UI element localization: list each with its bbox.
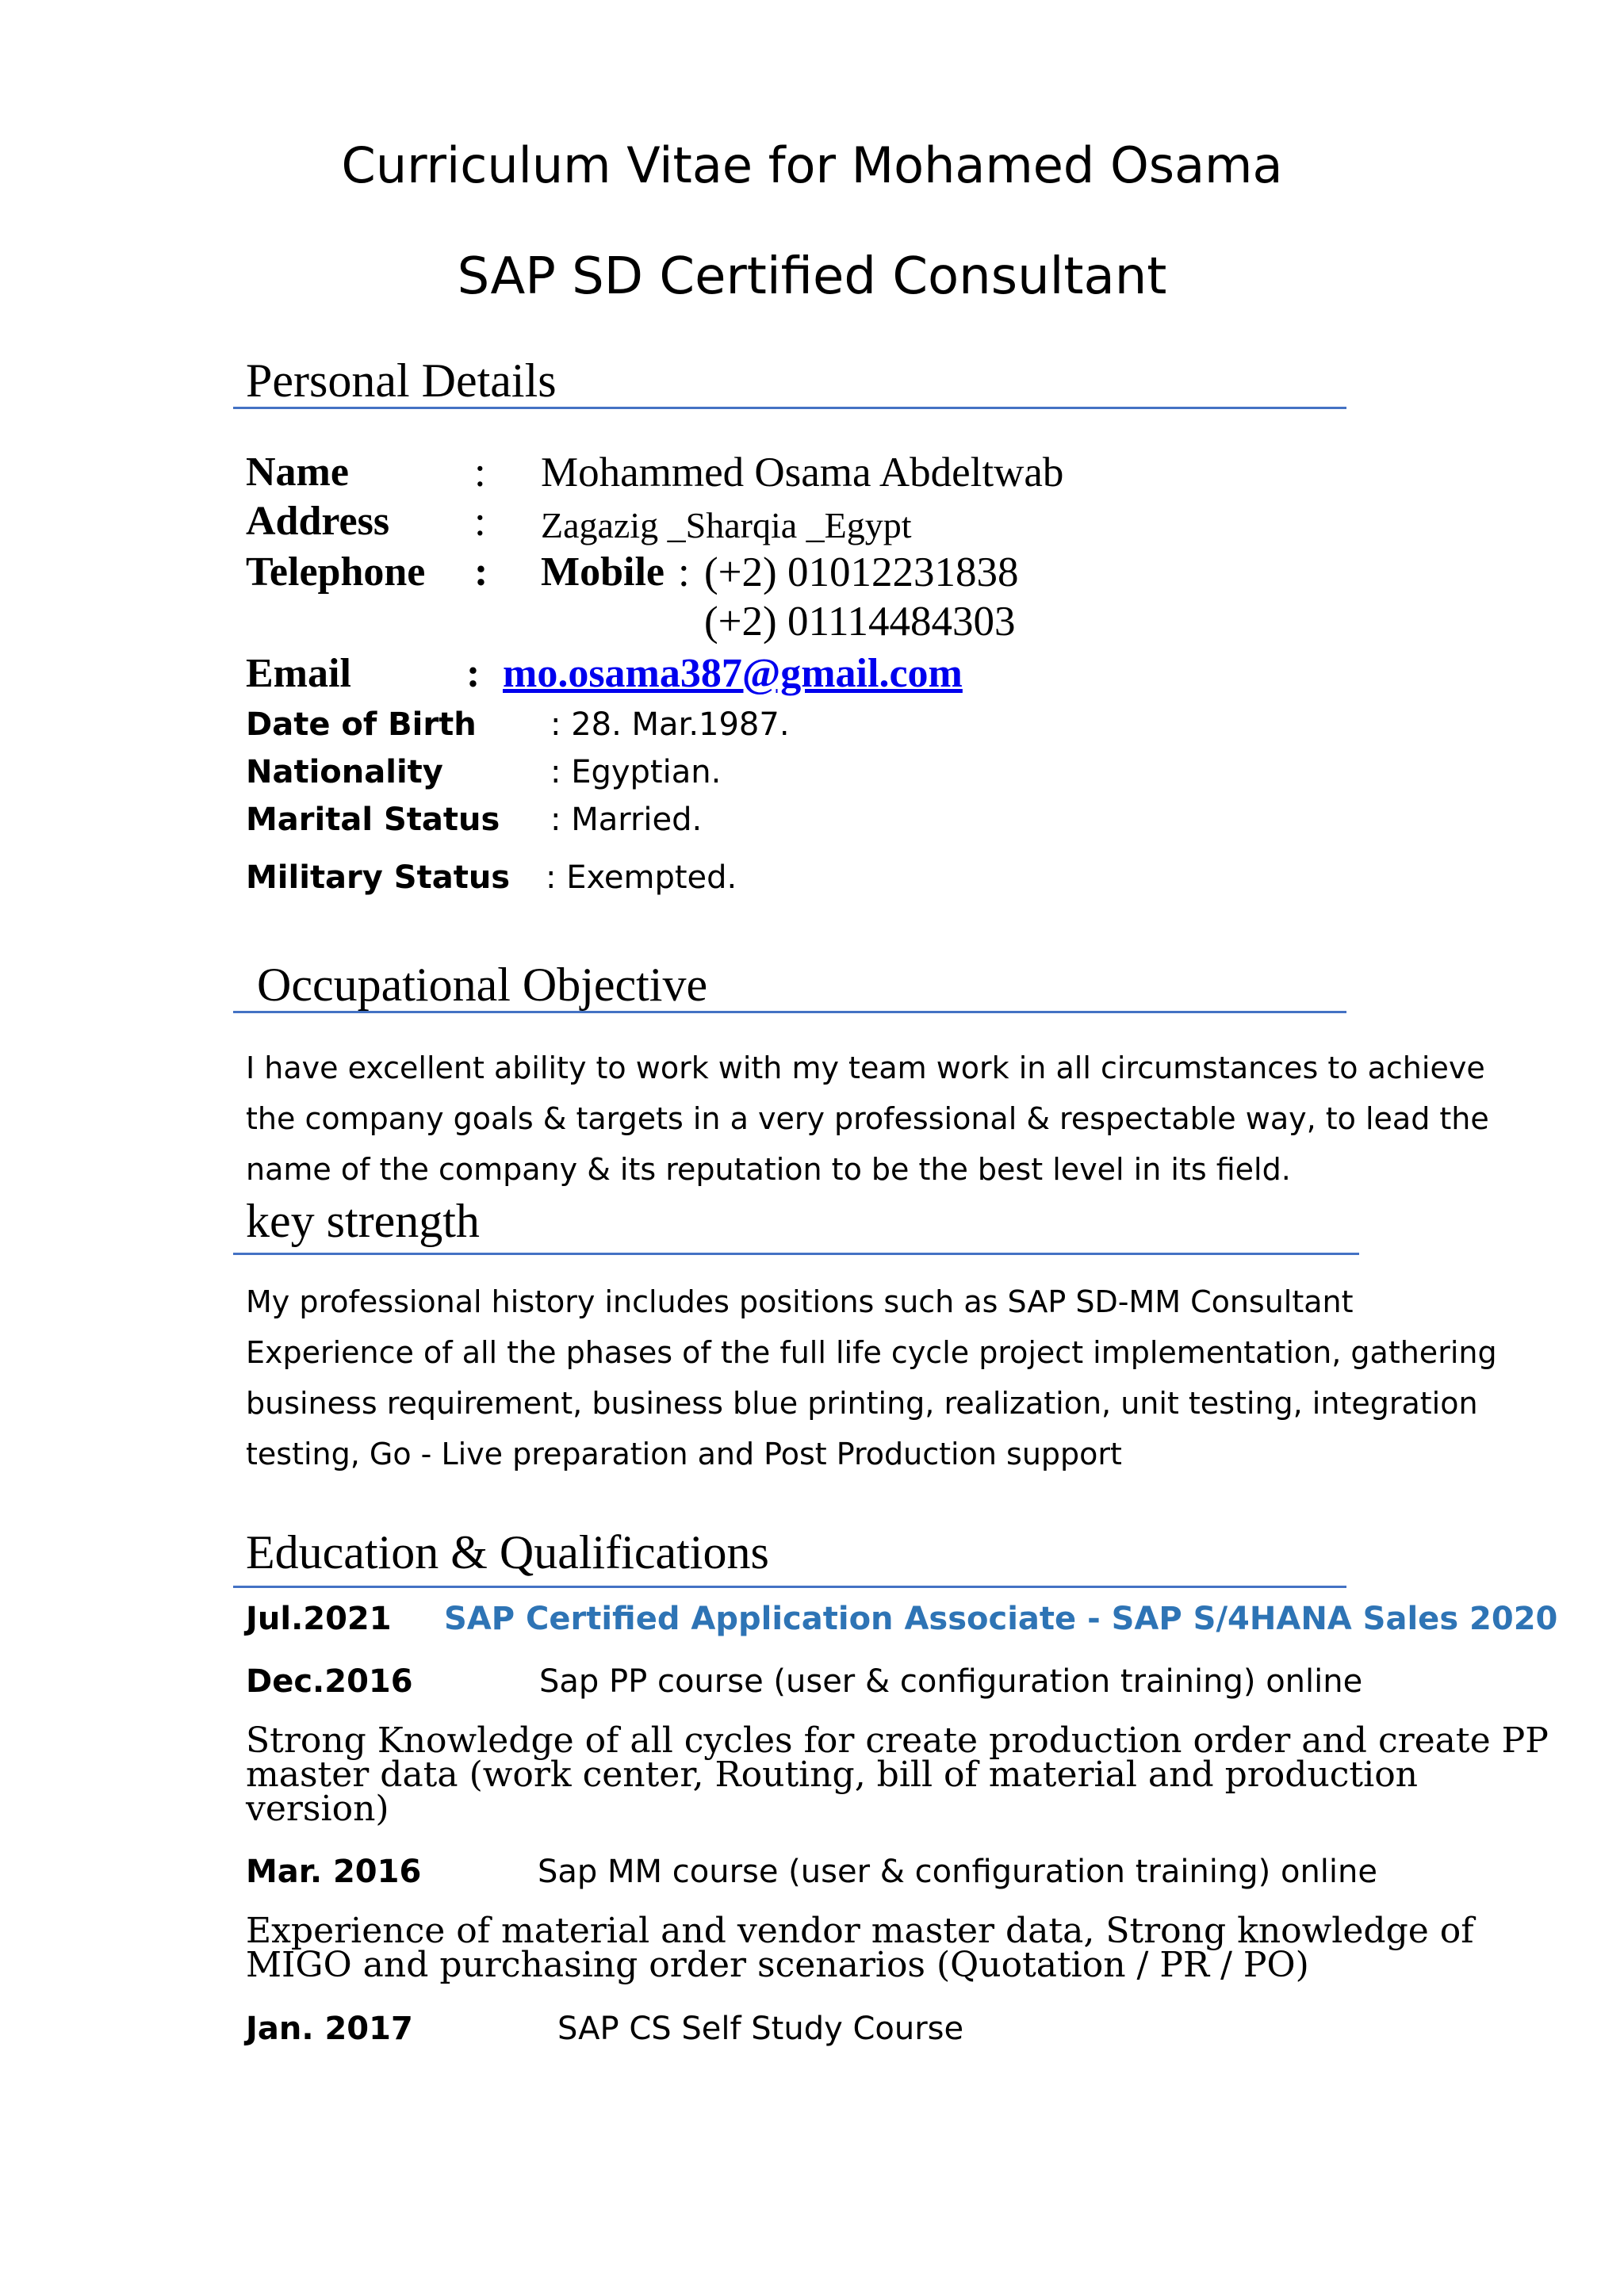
edu-course: Sap MM course (user & configuration training) online (538, 1854, 1377, 1890)
edu-course: SAP CS Self Study Course (557, 2011, 964, 2047)
pp-note-line: version) (246, 1789, 389, 1829)
strength-line: business requirement, business blue printing, realization, unit testing, integration (246, 1386, 1478, 1421)
email-label: Email (246, 651, 351, 696)
strength-heading: key strength (246, 1195, 480, 1247)
strength-text (246, 1276, 1497, 1479)
section-divider (233, 1253, 1359, 1255)
phone-2: (+2) 01114484303 (704, 599, 1016, 645)
phone-1: (+2) 01012231838 (704, 549, 1019, 595)
section-divider (233, 1586, 1346, 1588)
marital-label: Marital Status (246, 802, 500, 838)
objective-line: I have excellent ability to work with my team work in all circumstances to achieve (246, 1050, 1485, 1085)
military-value: : Exempted. (546, 859, 737, 896)
mobile-label: Mobile (541, 549, 665, 595)
section-divider (233, 407, 1346, 409)
military-label: Military Status (246, 859, 511, 896)
strength-line: My professional history includes positions such as SAP SD-MM Consultant (246, 1284, 1354, 1319)
dob-value: : 28. Mar.1987. (550, 706, 790, 743)
objective-line: name of the company & its reputation to be the best level in its field. (246, 1152, 1291, 1187)
mm-note (246, 1911, 1474, 1985)
objective-line: the company goals & targets in a very professional & respectable way, to lead the (246, 1101, 1489, 1136)
edu-date: Jan. 2017 (246, 2011, 413, 2047)
edu-date: Mar. 2016 (246, 1854, 422, 1890)
mobile-colon: : (678, 549, 690, 595)
name-value: Mohammed Osama Abdeltwab (541, 450, 1064, 496)
name-colon: : (474, 450, 486, 496)
telephone-label: Telephone (246, 549, 426, 595)
page-title: Curriculum Vitae for Mohamed Osama (341, 136, 1283, 194)
telephone-colon: : (474, 549, 488, 595)
edu-date: Dec.2016 (246, 1663, 413, 1700)
mm-note-line: MIGO and purchasing order scenarios (Quotation / PR / PO) (246, 1945, 1309, 1985)
pp-note-line: Strong Knowledge of all cycles for create production order and create PP (246, 1720, 1549, 1761)
name-label: Name (246, 450, 349, 495)
edu-certification: SAP Certified Application Associate - SAP S/4HANA Sales 2020 (444, 1601, 1558, 1637)
address-label: Address (246, 499, 390, 544)
edu-course: Sap PP course (user & configuration training) online (539, 1663, 1363, 1700)
dob-label: Date of Birth (246, 706, 477, 743)
pp-note (246, 1720, 1549, 1829)
strength-line: testing, Go - Live preparation and Post Production support (246, 1437, 1122, 1471)
edu-date: Jul.2021 (246, 1601, 392, 1637)
email-colon: : (466, 651, 481, 696)
section-divider (233, 1011, 1346, 1013)
personal-details-heading: Personal Details (246, 354, 557, 407)
marital-value: : Married. (550, 802, 703, 838)
email-link[interactable]: mo.osama387@gmail.com (503, 651, 963, 696)
page-subtitle: SAP SD Certified Consultant (457, 247, 1167, 306)
strength-line: Experience of all the phases of the full life cycle project implementation, gathering (246, 1335, 1497, 1370)
objective-heading: Occupational Objective (257, 959, 708, 1011)
nationality-label: Nationality (246, 754, 443, 790)
pp-note-line: master data (work center, Routing, bill of material and production (246, 1755, 1419, 1795)
address-colon: : (474, 499, 486, 545)
mm-note-line: Experience of material and vendor master data, Strong knowledge of (246, 1911, 1474, 1951)
address-value: Zagazig _Sharqia _Egypt (541, 505, 912, 545)
education-heading: Education & Qualifications (246, 1526, 769, 1578)
objective-text (246, 1043, 1489, 1195)
nationality-value: : Egyptian. (550, 754, 722, 790)
